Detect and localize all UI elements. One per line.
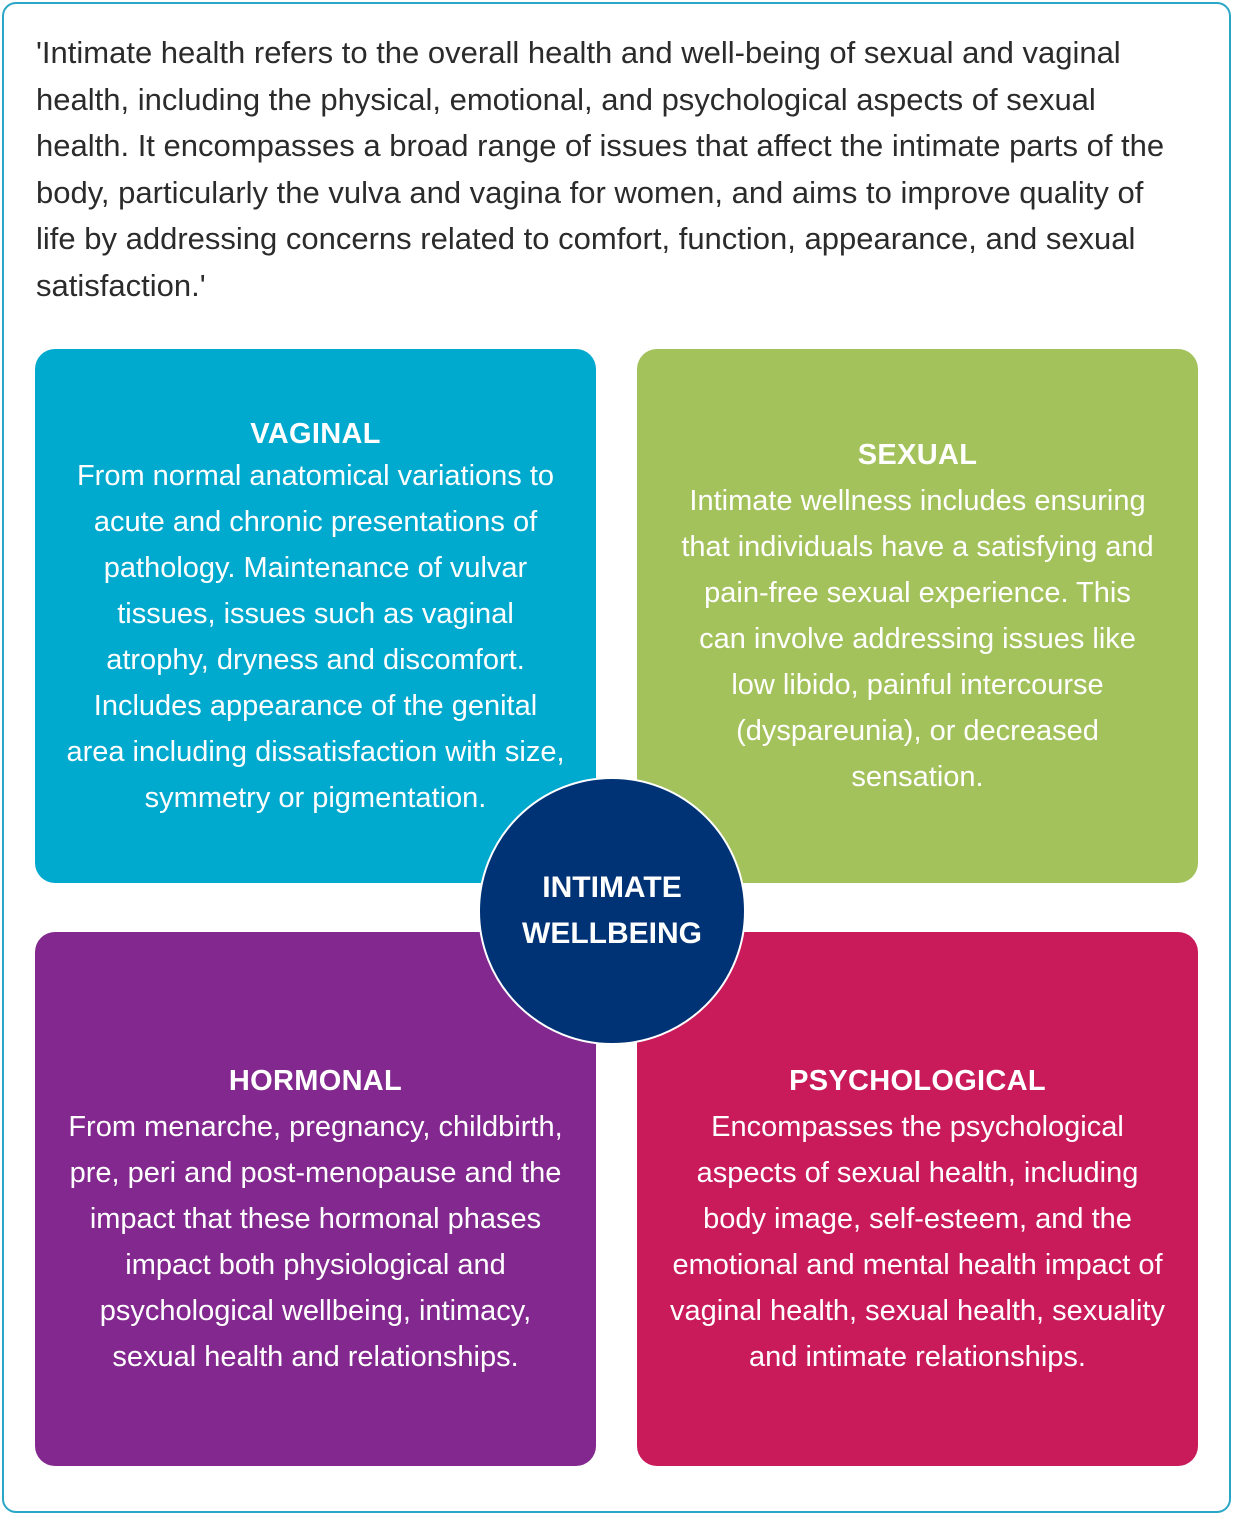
card-psychological-body: Encompasses the psychological aspects of sexual health, including body image, self-esteem, and the emotional and mental health impact of vaginal health, sexual health, sexuality and intimate relationships.: [670, 1111, 1165, 1373]
card-hormonal-title: HORMONAL: [228, 1065, 403, 1097]
card-vaginal-title: VAGINAL: [250, 418, 381, 450]
card-psychological-title: PSYCHOLOGICAL: [789, 1065, 1046, 1097]
center-label: INTIMATE WELLBEING: [522, 871, 702, 950]
intro-definition: 'Intimate health refers to the overall health and well-being of sexual and vaginal health, including the physical, emotional, and psychological aspects of sexual health. It encompasses a broad range of issues that affect the intimate parts of the body, particularly the vulva and vagina for women, and aims to improve quality of life by addressing concerns related to comfort, function, appearance, and sexual satisfaction.': [36, 35, 1165, 303]
card-vaginal: [35, 349, 596, 883]
card-sexual-title: SEXUAL: [857, 439, 978, 471]
card-sexual-body: Intimate wellness includes ensuring that individuals have a satisfying and pain-free sexual experience. This can involve addressing issues like low libido, painful intercourse (dyspareunia), or decreased sensation.: [681, 485, 1154, 793]
card-hormonal-body: From menarche, pregnancy, childbirth, pre, peri and post-menopause and the impact that these hormonal phases impact both physiological and psychological wellbeing, intimacy, sexual health and relationships.: [68, 1111, 563, 1373]
card-vaginal-body: From normal anatomical variations to acute and chronic presentations of pathology. Maintenance of vulvar tissues, issues such as vaginal atrophy, dryness and discomfort. Includes appearance of the genital area including dissatisfaction with size, symmetry or pigmentation.: [66, 460, 565, 814]
card-sexual: [637, 349, 1198, 883]
card-hormonal: [35, 932, 596, 1466]
center-circle: [478, 777, 746, 1045]
card-psychological: [637, 932, 1198, 1466]
